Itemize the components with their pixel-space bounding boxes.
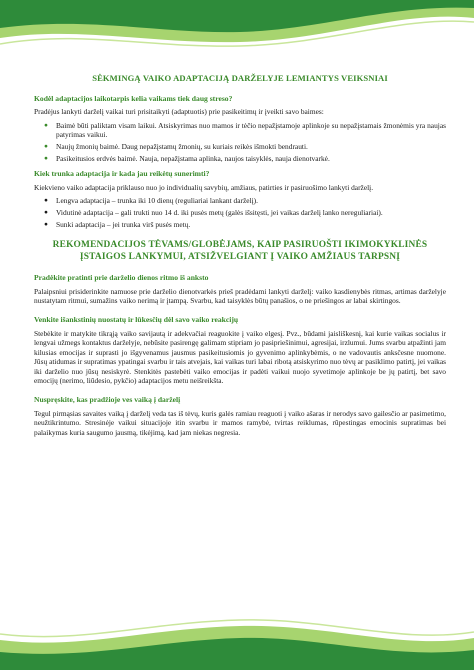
section-text-who-leads: Tegul pirmąsias savaites vaiką į darželį veda tas iš tėvų, kuris galės ramiau reaguoti į vaiko ašaras ir nerodys savo gailesčio ar pasimetimo, neužtikrintumo. Stresinėje vaikui situacijoje itin svarbu ir mamos ramybė, tvirtas reiklumas, rūpestingas emocinis supratimas bei palaikymas kuria saugumo jausmą, tikėjimą, kad jam niekas negresia. — [34, 408, 446, 437]
recommendations-title: REKOMENDACIJOS TĖVAMS/GLOBĖJAMS, KAIP PASIRUOŠTI IKIMOKYKLINĖS ĮSTAIGOS LANKYMUI, ATSIŽVELGIANT Į VAIKO AMŽIAUS TARPSNĮ — [52, 240, 428, 263]
list-item: ● Lengva adaptacija – trunka iki 10 dienų (reguliariai lankant darželį). — [56, 196, 446, 206]
section-title-rhythm: Pradėkite pratinti prie darželio dienos ritmo iš anksto — [34, 273, 209, 283]
question-stress: Kodėl adaptacijos laikotarpis kelia vaikams tiek daug streso? — [34, 93, 233, 103]
list-item: ● Naujų žmonių baimė. Daug nepažįstamų žmonių, su kuriais reikės išmokti bendrauti. — [56, 142, 446, 152]
section-text-expectations: Stebėkite ir matykite tikrąją vaiko savijautą ir adekvačiai reaguokite į vaiko elgesį. Pvz., būdami jaisliškesnį, kai kurie vaikas socialus ir lengvai užmegs kontaktus darželyje, nebūsite pasirengę galimam stipriam jo pasipriešinimui, agresijai, irzlumui. Jums svarbu atpažinti jam kilusias emocijas ir suprasti jo išgyvenamus jausmus pasikeitusiomis jo gyvenimo aplinkybėmis, o ne vadovautis anksčesne nuomone. Jūsų atidumas ir supratimas ypatingai svarbu ir tais atvejais, kai vaikas turi labai ribotą atsiskyrimo nuo tėvų ar pasiklimo patirtį, jei vaikas iki darželio nuo jūsų nesiskyrė. Stenkitės pastebėti vaiko emocijas ir padėti vaikui nuojo syvetimoje aplinkoje be jų patirtį, bet savo emocijų (nerimo, liūdesio, pykčio) adaptacijos metu neišreikšta. — [34, 328, 446, 386]
top-wave-decoration — [0, 0, 474, 60]
paragraph-duration: Kiekvieno vaiko adaptacija priklauso nuo jo individualių savybių, amžiaus, patirties ir pasiruošimo lankyti darželį. — [34, 182, 374, 192]
duration-list — [34, 196, 446, 229]
list-item: ● Pasikeitusios erdvės baimė. Nauja, nepažįstama aplinka, naujos taisyklės, nauja dienotvarkė. — [56, 154, 446, 164]
fears-list — [34, 121, 446, 163]
section-text-rhythm: Palaipsniui prisiderinkite namuose prie darželio dienotvarkės prieš pradėdami lankyti darželį: vaiko kasdienybės ritmas, artimas darželyje nustatytam ritmui, sumažins vaiko nerimą ir įtampą. Svarbu, kad taisyklės būtų panašios, o ne priešingos ar labai skirtingos. — [34, 286, 446, 306]
paragraph-intro: Pradėjus lankyti darželį vaikai turi prisitaikyti (adaptuotis) prie pasikeitimų ir įveikti savo baimes: — [34, 107, 324, 117]
section-title-expectations: Venkite išankstinių nuostatų ir lūkesčių dėl savo vaiko reakcijų — [34, 314, 239, 324]
list-item: ● Sunki adaptacija – jei trunka virš pusės metų. — [56, 220, 446, 230]
list-item: ● Vidutinė adaptacija – gali trukti nuo 14 d. iki pusės metų (galės išsitęsti, jei vaikas darželį lanko nereguliariai). — [56, 208, 446, 218]
page-title: SĖKMINGĄ VAIKO ADAPTACIJĄ DARŽELYJE LEMIANTYS VEIKSNIAI — [92, 73, 388, 83]
section-title-who-leads: Nuspręskite, kas pradžioje ves vaiką į darželį — [34, 395, 181, 405]
list-item: ● Baimė būti paliktam visam laikui. Atsiskyrimas nuo mamos ir tėčio nepažįstamoje aplinkoje su nepažįstamais žmonėmis yra naujas patyrimas vaikui. — [56, 121, 446, 140]
question-duration: Kiek trunka adaptacija ir kada jau reikėtų sunerimti? — [34, 169, 210, 179]
document-body — [34, 74, 446, 440]
bottom-wave-decoration — [0, 610, 474, 670]
